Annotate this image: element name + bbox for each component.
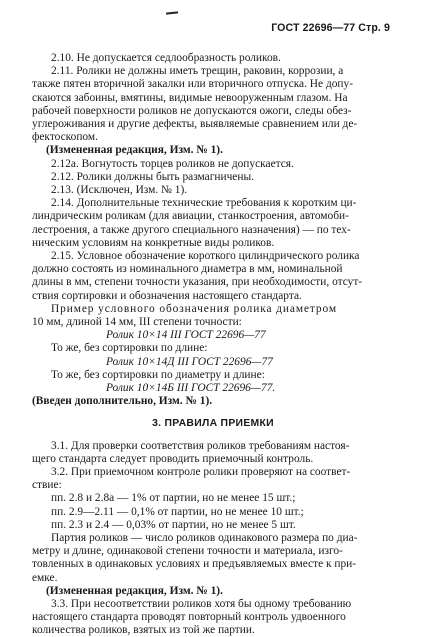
section-title: 3. ПРАВИЛА ПРИЕМКИ: [152, 418, 274, 430]
list-item: пп. 2.3 и 2.4 — 0,03% от партии, но не менее 5 шт.: [51, 518, 296, 531]
text-line: 3.1. Для проверки соответствия роликов требованиям настоя-: [51, 439, 350, 452]
text-line: ническим условиям на конкретные виды роликов.: [32, 236, 275, 249]
text-line: 2.10. Не допускается седлообразность роликов.: [51, 52, 281, 64]
text-line: 3.3. При несоответствии роликов хотя бы одному требованию: [51, 598, 352, 610]
text-line: лестроения, а также другого специального назначения) — по тех-: [32, 223, 351, 236]
text-line: ствие:: [32, 479, 62, 492]
text-line: рабочей поверхности роликов не допускаются ожоги, следы обез-: [32, 104, 352, 117]
text-line: также пятен вторичной закалки или вторичного отпуска. Не допу-: [32, 78, 354, 91]
text-line: Партия роликов — число роликов одинакового размера по диа-: [51, 532, 358, 544]
text-line: углероживания и другие дефекты, выявляемые сравнением или де-: [32, 118, 358, 130]
text-line: 2.12. Ролики должны быть размагничены.: [51, 170, 254, 183]
text-line: 10 мм, длиной 14 мм, III степени точности:: [32, 316, 242, 328]
text-line: То же, без сортировки по длине:: [51, 342, 208, 355]
list-item: пп. 2.8 и 2.8а — 1% от партии, но не менее 15 шт.;: [51, 492, 296, 505]
text-line: 3.2. При приемочном контроле ролики проверяют на соответ-: [51, 466, 351, 478]
text-line: линдрическим роликам (для авиации, станкостроения, автомоби-: [32, 210, 349, 223]
text-line: ствия сортировки и обозначения настоящего стандарта.: [32, 289, 302, 302]
text-line: длины в мм, степени точности указания, при необходимости, отсут-: [32, 276, 363, 289]
text-line: фектоскопом.: [32, 131, 98, 144]
amendment-note: (Измененная редакция, Изм. № 1).: [46, 584, 223, 597]
text-line: щего стандарта следует проводить приемочный контроль.: [32, 452, 314, 465]
text-line: 2.13. (Исключен, Изм. № 1).: [51, 184, 188, 196]
amendment-note: (Измененная редакция, Изм. № 1).: [46, 144, 223, 157]
text-line: 2.11. Ролики не должны иметь трещин, раковин, коррозии, а: [51, 65, 344, 78]
text-line: емке.: [32, 571, 58, 584]
text-line: товленных в одинаковых условиях и предъявляемых вместе к при-: [32, 558, 357, 571]
example-heading: Пример условного обозначения ролика диаметром: [51, 302, 337, 315]
text-line: скаются забоины, вмятины, видимые невооруженным глазом. На: [32, 91, 348, 104]
designation-example: Ролик 10×14 III ГОСТ 22696—77: [106, 329, 266, 342]
text-line: должно состоять из номинального диаметра в мм, номинальной: [32, 263, 343, 276]
ink-mark: [166, 11, 178, 14]
page-header: ГОСТ 22696—77 Стр. 9: [271, 22, 390, 34]
text-line: 2.14. Дополнительные технические требования к коротким ци-: [51, 197, 357, 210]
text-line: То же, без сортировки по диаметру и длине:: [51, 368, 265, 381]
text-line: количества роликов, взятых из той же партии.: [32, 624, 255, 637]
text-line: метру и длине, одинаковой степени точности и материала, изго-: [32, 545, 343, 558]
list-item: пп. 2.9—2.11 — 0,1% от партии, но не менее 10 шт.;: [51, 505, 304, 518]
text-line: 2.15. Условное обозначение короткого цилиндрического ролика: [51, 250, 360, 262]
text-line: 2.12а. Вогнутость торцев роликов не допускается.: [51, 157, 294, 170]
text-line: настоящего стандарта проводят повторный контроль удвоенного: [32, 611, 346, 624]
designation-example: Ролик 10×14Б III ГОСТ 22696—77.: [106, 382, 276, 394]
designation-example: Ролик 10×14Д III ГОСТ 22696—77: [106, 355, 273, 368]
amendment-note: (Введен дополнительно, Изм. № 1).: [32, 395, 213, 408]
